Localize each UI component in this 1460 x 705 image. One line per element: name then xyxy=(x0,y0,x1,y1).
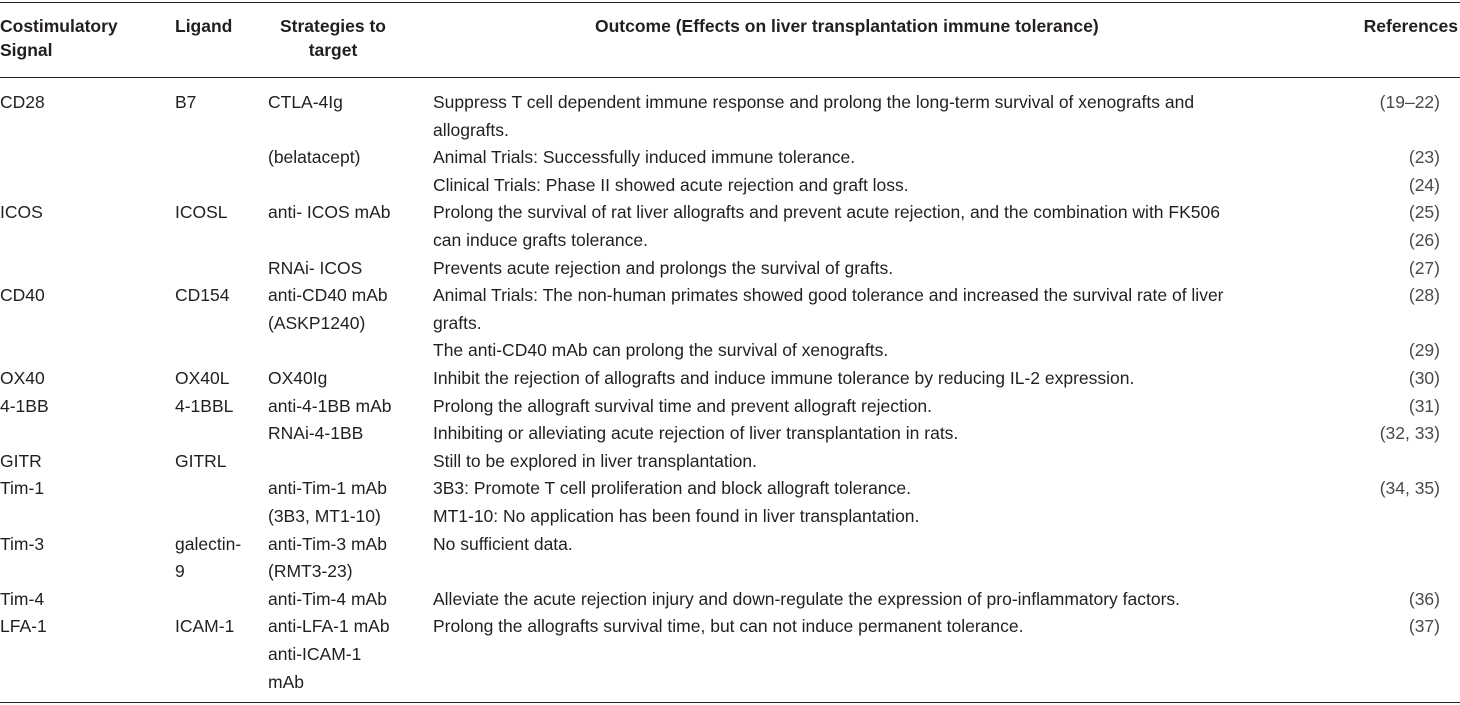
row-reference: (34, 35) xyxy=(1379,478,1440,499)
row-signal: CD28 xyxy=(0,92,45,112)
table-bottom-rule xyxy=(0,702,1460,703)
row-reference: (23) xyxy=(1408,147,1440,168)
row-signal: Tim-4 xyxy=(0,588,45,609)
row-ligand: 4-1BBL xyxy=(175,395,234,416)
row-reference: (19–22) xyxy=(1379,92,1440,112)
row-strategy: CTLA-4Ig xyxy=(268,92,343,112)
row-reference: (29) xyxy=(1408,340,1440,361)
row-outcome: Still to be explored in liver transplantation. xyxy=(433,450,757,471)
row-outcome: grafts. xyxy=(433,312,482,333)
row-reference: (26) xyxy=(1408,230,1440,250)
row-reference: (30) xyxy=(1408,368,1440,388)
header-ligand xyxy=(175,14,232,38)
row-strategy: OX40Ig xyxy=(268,368,328,388)
row-outcome: Clinical Trials: Phase II showed acute rejection and graft loss. xyxy=(433,174,909,195)
row-strategy: RNAi- ICOS xyxy=(268,257,363,278)
row-outcome: allografts. xyxy=(433,119,509,140)
row-outcome: Animal Trials: Successfully induced immune tolerance. xyxy=(433,147,856,168)
row-strategy: anti-ICAM-1 xyxy=(268,644,362,664)
table-header-rule xyxy=(0,77,1460,78)
row-ligand: B7 xyxy=(175,92,197,112)
header-outcome xyxy=(595,14,1099,38)
row-strategy: (3B3, MT1-10) xyxy=(268,506,381,526)
row-signal: OX40 xyxy=(0,368,45,388)
row-outcome: Inhibiting or alleviating acute rejection of liver transplantation in rats. xyxy=(433,423,959,444)
row-ligand: GITRL xyxy=(175,450,227,471)
row-strategy: anti- ICOS mAb xyxy=(268,202,391,223)
row-reference: (28) xyxy=(1408,285,1440,306)
header-col1-line1: Costimulatory xyxy=(0,16,118,36)
row-outcome: Prolong the allografts survival time, but can not induce permanent tolerance. xyxy=(433,616,1024,637)
row-ligand: 9 xyxy=(175,561,185,582)
row-outcome: MT1-10: No application has been found in liver transplantation. xyxy=(433,506,920,526)
row-strategy: anti-Tim-1 mAb xyxy=(268,478,387,499)
header-col2: Ligand xyxy=(175,16,233,36)
row-outcome: Alleviate the acute rejection injury and down-regulate the expression of pro-inflammatory factors. xyxy=(433,588,1181,609)
row-ligand: ICAM-1 xyxy=(175,616,235,637)
header-strategies xyxy=(280,14,386,62)
row-signal: ICOS xyxy=(0,202,43,223)
row-reference: (36) xyxy=(1408,588,1440,609)
row-ligand: CD154 xyxy=(175,285,230,306)
header-col1-line2: Signal xyxy=(0,40,53,60)
row-signal: Tim-3 xyxy=(0,533,45,554)
row-strategy: anti-CD40 mAb xyxy=(268,285,388,306)
header-col5: References xyxy=(1363,16,1458,36)
row-outcome: The anti-CD40 mAb can prolong the survival of xenografts. xyxy=(433,340,889,361)
row-strategy: RNAi-4-1BB xyxy=(268,423,364,444)
row-ligand: OX40L xyxy=(175,368,230,388)
row-strategy: anti-4-1BB mAb xyxy=(268,395,392,416)
row-strategy: (RMT3-23) xyxy=(268,561,353,582)
row-strategy: anti-Tim-4 mAb xyxy=(268,588,387,609)
row-outcome: 3B3: Promote T cell proliferation and block allograft tolerance. xyxy=(433,478,911,499)
row-reference: (25) xyxy=(1408,202,1440,223)
row-outcome: Suppress T cell dependent immune response and prolong the long-term survival of xenografts and xyxy=(433,92,1195,112)
row-reference: (31) xyxy=(1408,395,1440,416)
header-col4: Outcome (Effects on liver transplantation immune tolerance) xyxy=(595,16,1099,36)
header-col3-line1: Strategies to xyxy=(280,16,386,36)
row-reference: (37) xyxy=(1408,616,1440,637)
header-costimulatory-signal xyxy=(0,14,118,62)
row-strategy: mAb xyxy=(268,671,304,692)
row-outcome: Inhibit the rejection of allografts and induce immune tolerance by reducing IL-2 expression. xyxy=(433,368,1135,388)
row-outcome: Prolong the survival of rat liver allografts and prevent acute rejection, and the combination with FK506 xyxy=(433,202,1220,223)
row-outcome: No sufficient data. xyxy=(433,533,573,554)
row-strategy: (belatacept) xyxy=(268,147,361,168)
row-signal: LFA-1 xyxy=(0,616,47,637)
row-signal: 4-1BB xyxy=(0,395,49,416)
row-ligand: galectin- xyxy=(175,533,242,554)
row-outcome: Prevents acute rejection and prolongs the survival of grafts. xyxy=(433,257,894,278)
row-ligand: ICOSL xyxy=(175,202,228,223)
row-signal: GITR xyxy=(0,450,42,471)
header-references xyxy=(1364,14,1458,38)
row-strategy: anti-Tim-3 mAb xyxy=(268,533,387,554)
table-top-rule xyxy=(0,2,1460,3)
row-reference: (27) xyxy=(1408,257,1440,278)
row-strategy: (ASKP1240) xyxy=(268,312,366,333)
row-strategy: anti-LFA-1 mAb xyxy=(268,616,390,637)
row-outcome: Prolong the allograft survival time and prevent allograft rejection. xyxy=(433,395,933,416)
row-signal: Tim-1 xyxy=(0,478,45,499)
row-outcome: Animal Trials: The non-human primates showed good tolerance and increased the survival rate of liver xyxy=(433,285,1224,306)
header-col3-line2: target xyxy=(308,40,358,60)
row-outcome: can induce grafts tolerance. xyxy=(433,230,648,250)
row-signal: CD40 xyxy=(0,285,45,306)
row-reference: (24) xyxy=(1408,174,1440,195)
row-reference: (32, 33) xyxy=(1379,423,1440,444)
